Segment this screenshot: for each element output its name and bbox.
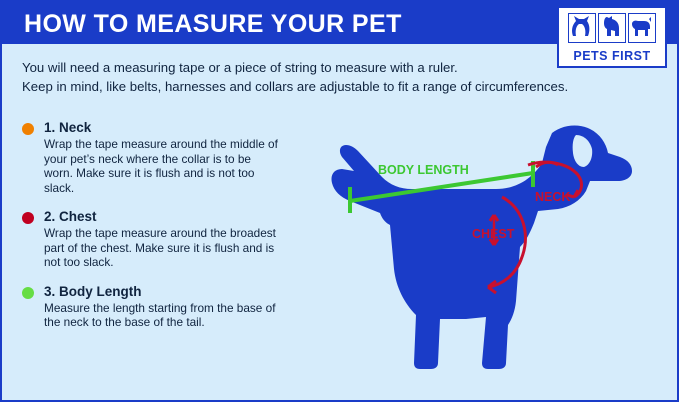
label-neck: NECK <box>535 190 571 204</box>
label-body-length: BODY LENGTH <box>378 163 469 177</box>
step-title-body-length: 3. Body Length <box>44 283 142 299</box>
step-bullet-neck <box>22 123 34 135</box>
step-body-chest: Wrap the tape measure around the broadest part of the chest. Make sure it is flush and is not too slack. <box>44 226 276 269</box>
dog-standing-icon <box>628 13 656 43</box>
label-chest: CHEST <box>472 227 515 241</box>
steps-list <box>22 120 282 344</box>
intro-line-1: You will need a measuring tape or a piece of string to measure with a ruler. <box>22 60 458 75</box>
step-bullet-chest <box>22 212 34 224</box>
dog-silhouette-icon <box>290 105 670 385</box>
cat-icon <box>568 13 596 43</box>
logo-animal-icons <box>559 12 665 44</box>
step-neck <box>22 120 282 195</box>
step-bullet-body-length <box>22 287 34 299</box>
logo-brand-text: PETS FIRST <box>573 49 651 63</box>
page-title: HOW TO MEASURE YOUR PET <box>24 10 402 38</box>
step-chest <box>22 209 282 270</box>
dog-illustration <box>290 105 670 385</box>
step-title-neck: 1. Neck <box>44 120 92 135</box>
intro-text <box>22 58 642 96</box>
step-body-length <box>22 284 282 330</box>
step-body-neck: Wrap the tape measure around the middle of your pet’s neck where the collar is to be worn. Make sure it is flush and is not too slack. <box>44 137 278 195</box>
intro-line-2: Keep in mind, like belts, harnesses and collars are adjustable to fit a range of circumferences. <box>22 79 569 94</box>
dog-sitting-icon <box>598 13 626 43</box>
step-body-body-length: Measure the length starting from the base of the neck to the base of the tail. <box>44 300 276 329</box>
step-title-chest: 2. Chest <box>44 209 97 224</box>
